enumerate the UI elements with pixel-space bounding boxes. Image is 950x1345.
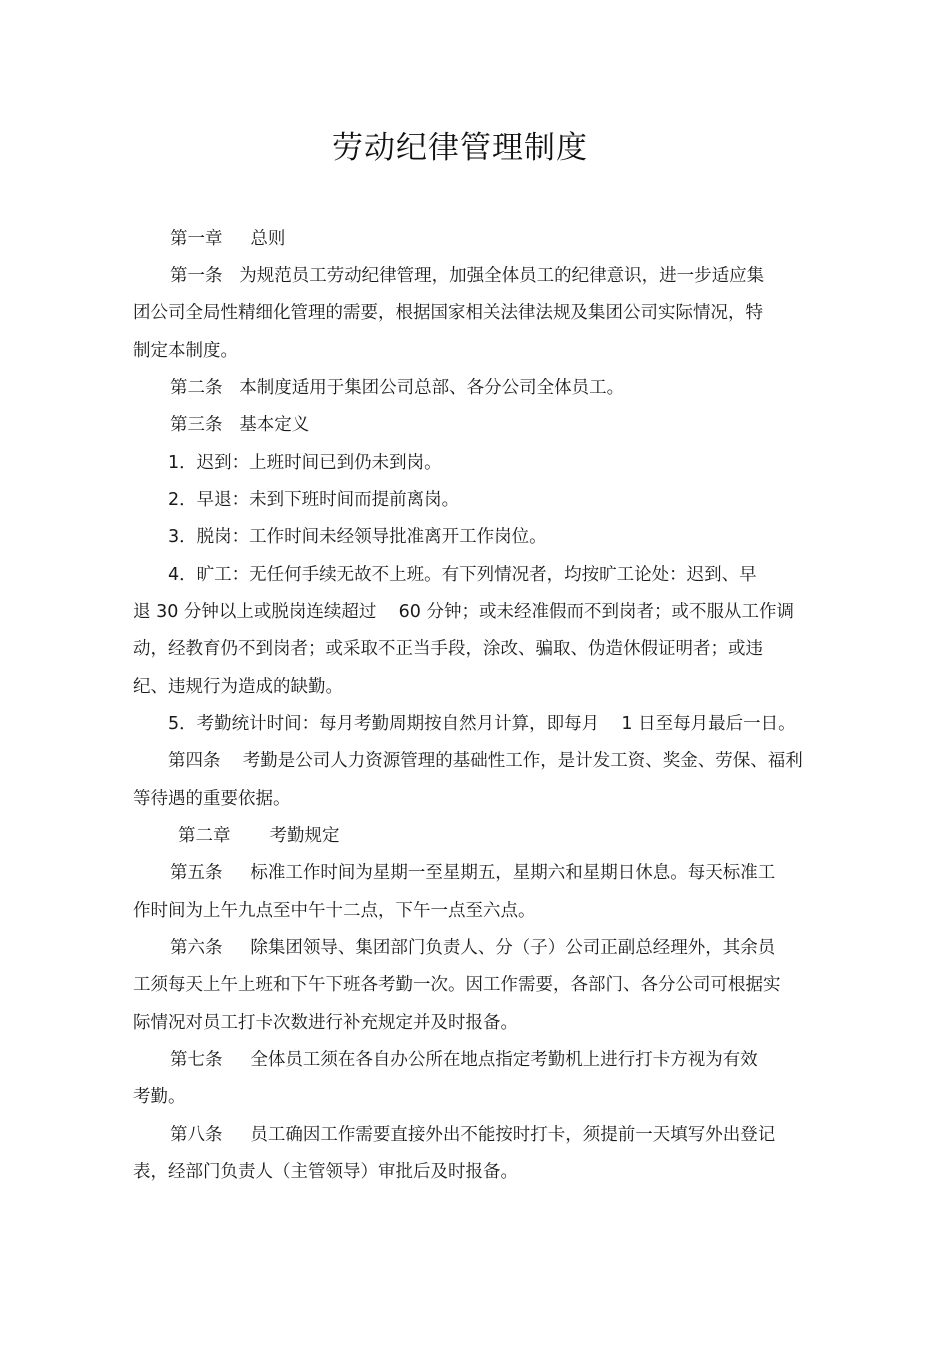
article-line: 第一条 为规范员工劳动纪律管理，加强全体员工的纪律意识，进一步适应集 <box>170 266 765 286</box>
definition-item: 5．考勤统计时间：每月考勤周期按自然月计算，即每月 1 日至每月最后一日。 <box>168 714 796 734</box>
article-line: 等待遇的重要依据。 <box>133 789 291 809</box>
article-line: 第六条 除集团领导、集团部门负责人、分（子）公司正副总经理外，其余员 <box>170 938 776 958</box>
article-line: 第四条 考勤是公司人力资源管理的基础性工作，是计发工资、奖金、劳保、福利 <box>168 751 803 771</box>
article-line: 考勤。 <box>133 1087 186 1107</box>
article-line: 表，经部门负责人（主管领导）审批后及时报备。 <box>133 1162 518 1182</box>
article-line: 第五条 标准工作时间为星期一至星期五，星期六和星期日休息。每天标准工 <box>170 863 776 883</box>
definition-item: 纪、违规行为造成的缺勤。 <box>133 677 343 697</box>
article-line: 作时间为上午九点至中午十二点，下午一点至六点。 <box>133 901 536 921</box>
article-line: 第三条 基本定义 <box>170 415 310 435</box>
document-title: 劳动纪律管理制度 <box>332 130 588 166</box>
article-line: 第二条 本制度适用于集团公司总部、各分公司全体员工。 <box>170 378 625 398</box>
definition-item: 4．旷工：无任何手续无故不上班。有下列情况者，均按旷工论处：迟到、早 <box>168 565 757 585</box>
chapter-heading: 第一章 总则 <box>170 229 286 249</box>
definition-item: 2．早退：未到下班时间而提前离岗。 <box>168 490 460 510</box>
chapter-heading: 第二章 考勤规定 <box>178 826 340 846</box>
article-line: 际情况对员工打卡次数进行补充规定并及时报备。 <box>133 1013 518 1033</box>
definition-item: 动，经教育仍不到岗者；或采取不正当手段，涂改、骗取、伪造休假证明者；或违 <box>133 639 763 659</box>
article-line: 工须每天上午上班和下午下班各考勤一次。因工作需要，各部门、各分公司可根据实 <box>133 975 781 995</box>
article-line: 团公司全局性精细化管理的需要，根据国家相关法律法规及集团公司实际情况，特 <box>133 303 763 323</box>
definition-item: 3．脱岗：工作时间未经领导批准离开工作岗位。 <box>168 527 547 547</box>
article-line: 第七条 全体员工须在各自办公所在地点指定考勤机上进行打卡方视为有效 <box>170 1050 758 1070</box>
article-line: 第八条 员工确因工作需要直接外出不能按时打卡，须提前一天填写外出登记 <box>170 1125 776 1145</box>
article-line: 制定本制度。 <box>133 341 238 361</box>
definition-item: 1．迟到：上班时间已到仍未到岗。 <box>168 453 442 473</box>
definition-item: 退 30 分钟以上或脱岗连续超过 60 分钟；或未经准假而不到岗者；或不服从工作调 <box>133 602 794 622</box>
